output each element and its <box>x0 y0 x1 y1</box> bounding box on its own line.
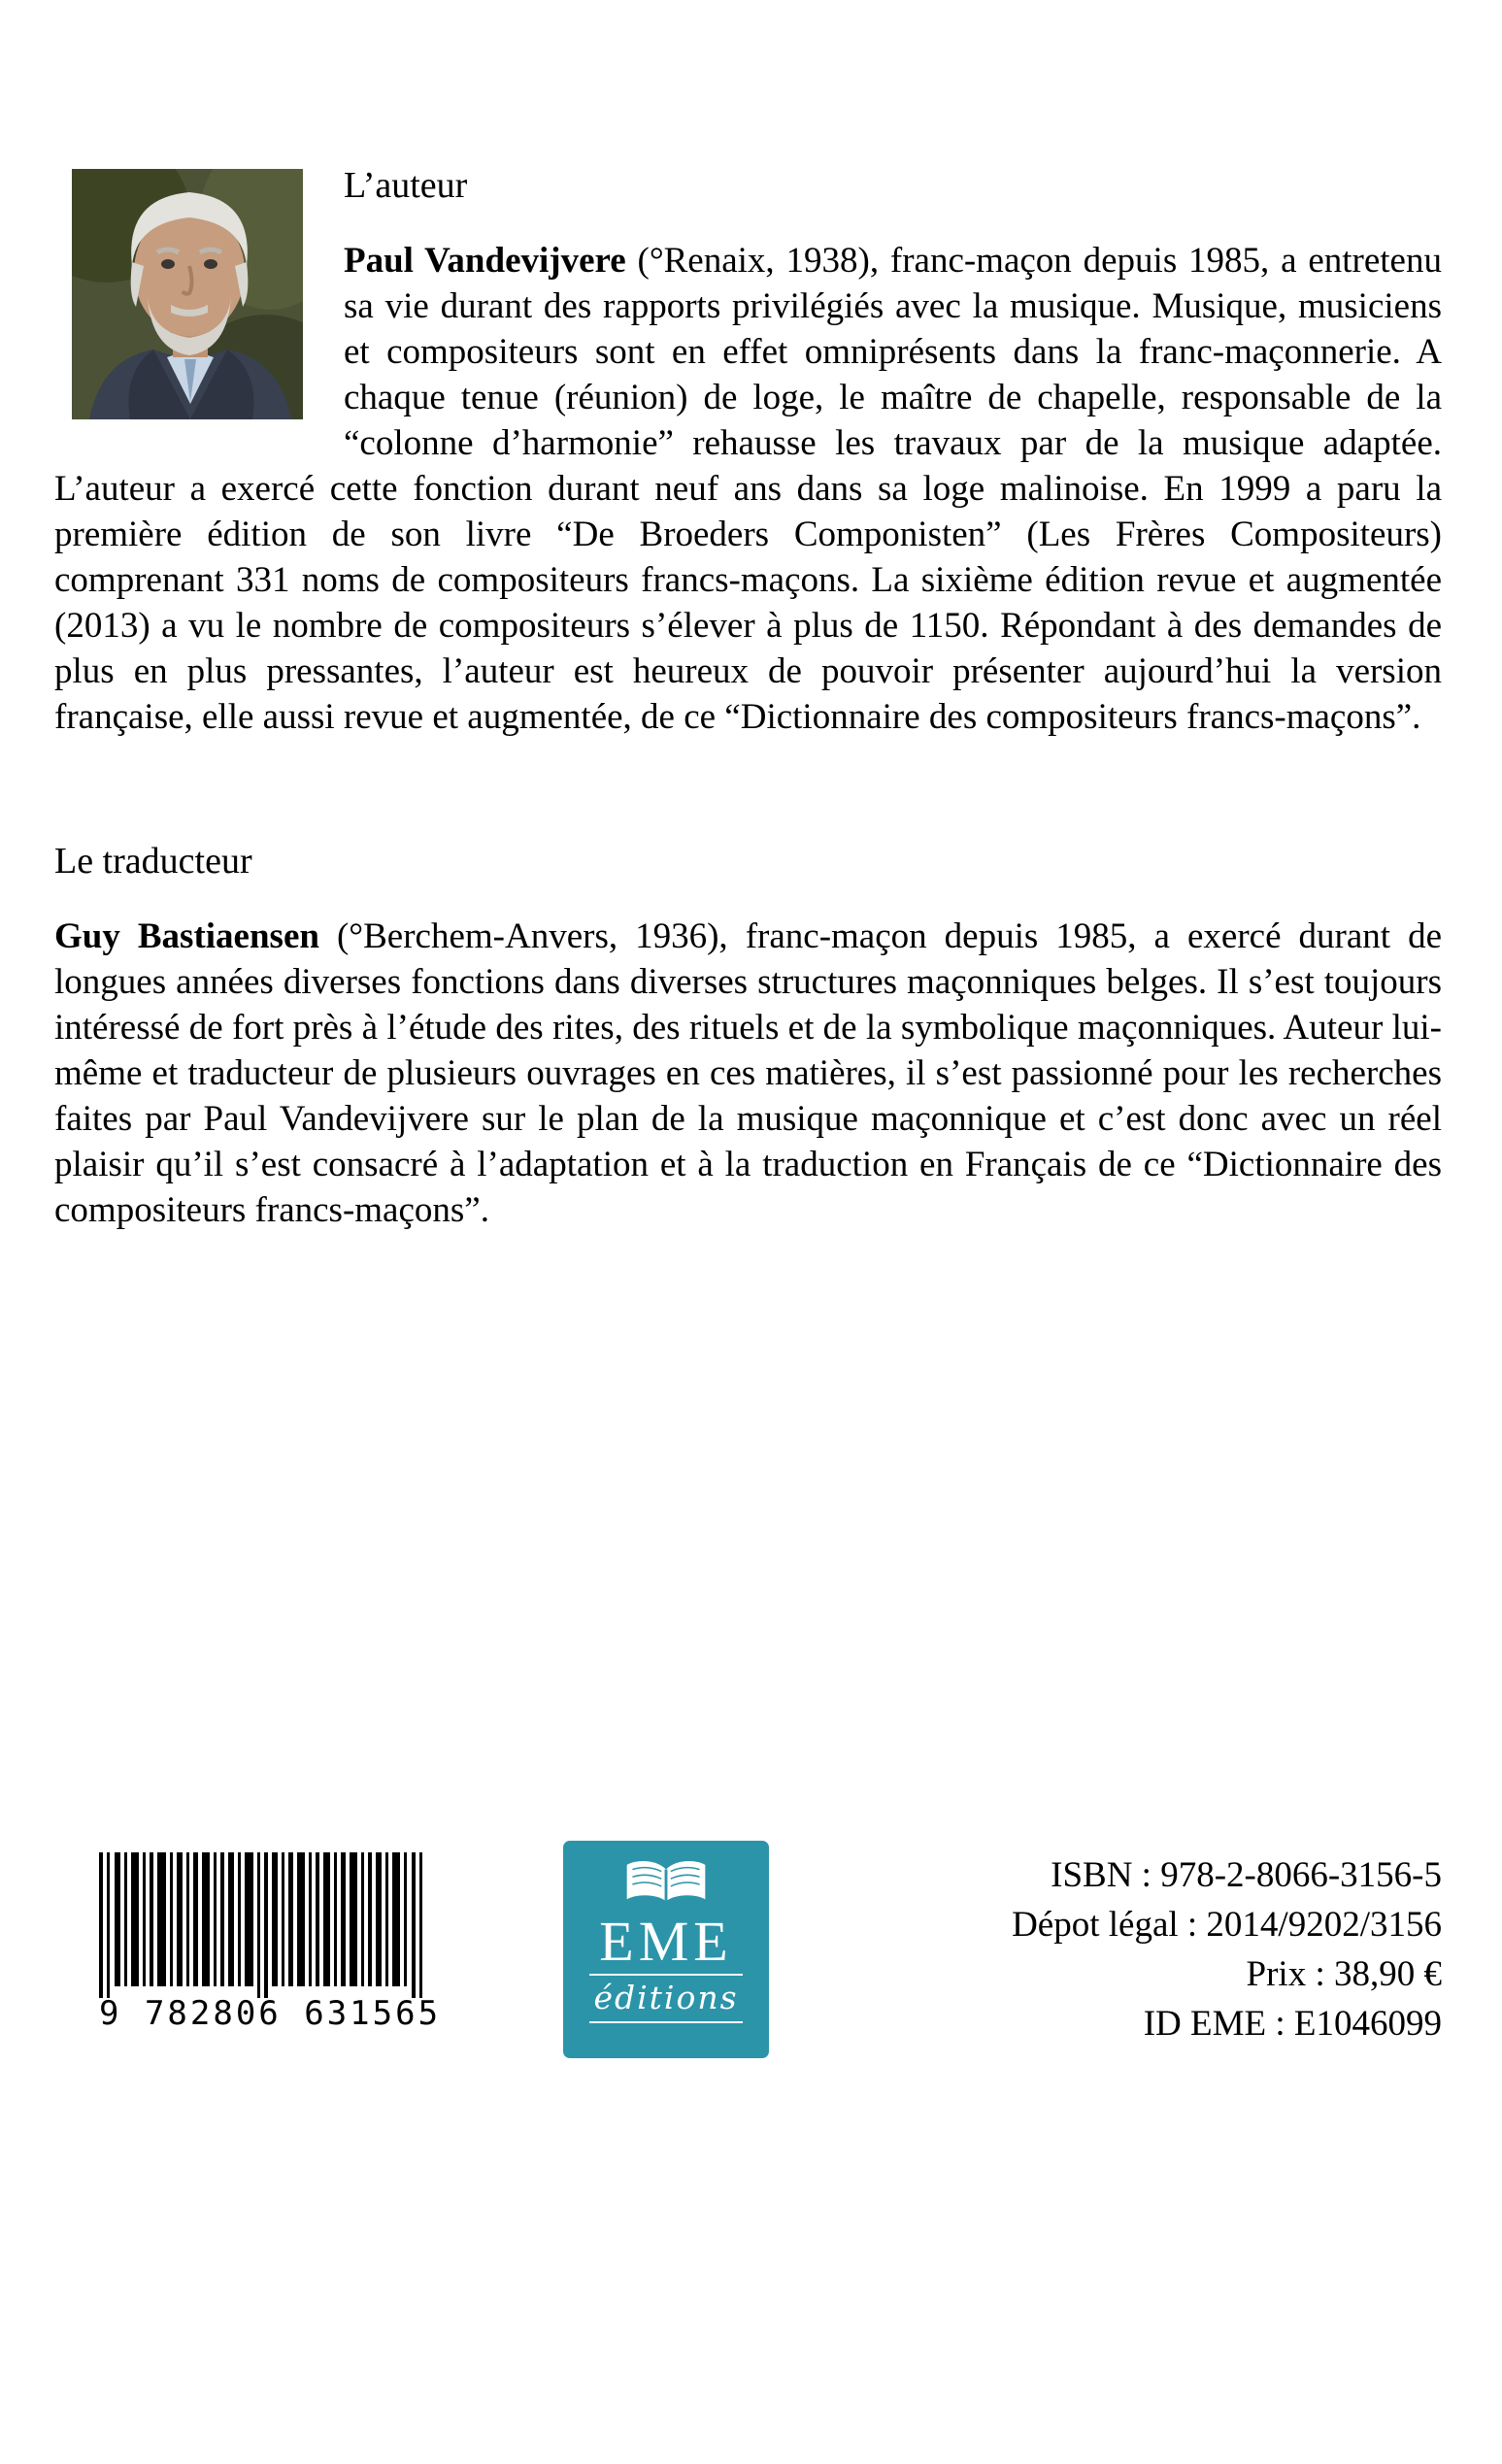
translator-bio <box>54 914 1442 1233</box>
price-line: Prix : 38,90 € <box>1246 1954 1442 1994</box>
translator-bio-text: (°Berchem-Anvers, 1936), franc-maçon depuis 1985, a exercé durant de longues années diverses fonctions dans diverses structures maçonniques belges. Il s’est toujours intéressé de fort près à l’étude des rites, des rituels et de la symbolique maçonniques. Auteur lui-même et traducteur de plusieurs ouvrages en ces matières, il s’est passionné pour les recherches faites par Paul Vandevijvere sur le plan de la musique maçonnique et c’est donc avec un réel plaisir qu’il s’est consacré à l’adaptation et à la traduction en Français de ce “Dictionnaire des compositeurs francs-maçons”. <box>54 916 1442 1230</box>
publisher-logo <box>563 1841 769 2058</box>
open-book-icon <box>619 1856 713 1913</box>
author-heading: L’auteur <box>344 165 468 206</box>
isbn-line: ISBN : 978-2-8066-3156-5 <box>1051 1855 1442 1895</box>
author-bio-text: (°Renaix, 1938), franc-maçon depuis 1985, a entretenu sa vie durant des rapports privilégiés avec la musique. Musique, musiciens et compositeurs sont en effet omniprésents dans la franc-maçonnerie. A chaque tenue (réunion) de loge, le maître de chapelle, responsable de la “colonne d’harmonie” rehausse les travaux par de la musique adaptée. L’auteur a exercé cette fonction durant neuf ans dans sa loge malinoise. En 1999 a paru la première édition de son livre “De Broeders Componisten” (Les Frères Compositeurs) comprenant 331 noms de compositeurs francs-maçons. La sixième édition revue et augmentée (2013) a vu le nombre de compositeurs s’élever à plus de 1150. Répondant à des demandes de plus en plus pressantes, l’auteur est heureux de pouvoir présenter aujourd’hui la version française, elle aussi revue et augmentée, de ce “Dictionnaire des compositeurs francs-maçons”. <box>54 241 1442 737</box>
author-name: Paul Vandevijvere <box>344 241 626 281</box>
author-portrait-photo <box>72 169 303 419</box>
publisher-name: EME <box>599 1910 733 1973</box>
eme-id-line: ID EME : E1046099 <box>1143 2004 1442 2044</box>
barcode-bars <box>99 1852 429 1998</box>
barcode <box>99 1852 442 2033</box>
logo-divider <box>589 1974 743 1976</box>
translator-name: Guy Bastiaensen <box>54 916 319 956</box>
publication-info <box>1012 1850 1442 2048</box>
logo-divider-bottom <box>589 2021 743 2023</box>
barcode-number: 9 782806 631565 <box>99 1994 442 2033</box>
legal-deposit-line: Dépot légal : 2014/9202/3156 <box>1012 1905 1442 1945</box>
publisher-tagline: éditions <box>593 1979 739 2016</box>
cover-footer <box>0 1841 1502 2093</box>
portrait-illustration <box>72 169 303 419</box>
translator-heading: Le traducteur <box>54 841 252 882</box>
